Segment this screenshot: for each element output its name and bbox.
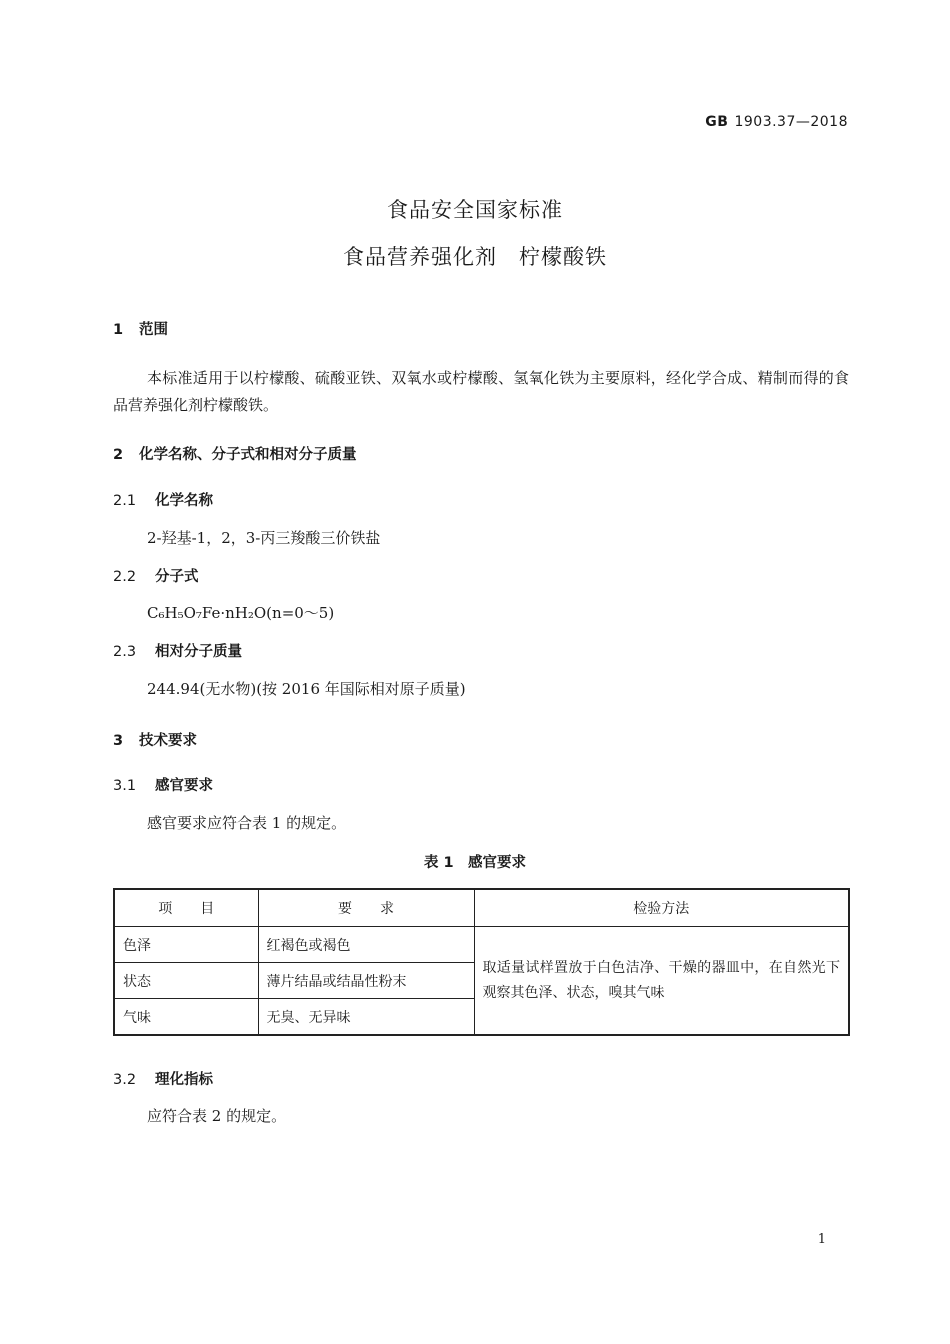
section-3-1-heading [113, 774, 213, 795]
section-3-heading [113, 729, 197, 750]
molecular-formula: C₆H₅O₇Fe·nH₂O(n=0～5) [147, 604, 335, 622]
section-3-2-heading [113, 1068, 213, 1089]
section-number: 3 [113, 733, 124, 749]
section-title: 相对分子质量 [155, 644, 242, 660]
page-number: 1 [817, 1232, 826, 1247]
section-title: 化学名称 [155, 493, 213, 509]
row-requirement: 无臭、无异味 [258, 999, 474, 1036]
section-title: 范围 [139, 322, 168, 338]
section-number: 3.2 [113, 1072, 137, 1088]
section-number: 2 [113, 447, 124, 463]
test-method: 取适量试样置放于白色洁净、干燥的器皿中，在自然光下观察其色泽、状态，嗅其气味 [474, 927, 849, 1036]
section-title: 理化指标 [155, 1072, 213, 1088]
header-requirement: 要 求 [258, 889, 474, 927]
table-header-row [114, 889, 849, 927]
section-number: 1 [113, 322, 124, 338]
header-item: 项 目 [114, 889, 258, 927]
document-subtitle: 食品营养强化剂 柠檬酸铁 [343, 245, 607, 269]
section-2-heading [113, 443, 357, 464]
row-requirement: 红褐色或褐色 [258, 927, 474, 963]
section-1-heading [113, 318, 168, 339]
table-row [114, 927, 849, 963]
section-number: 2.3 [113, 644, 137, 660]
section-number: 2.1 [113, 493, 137, 509]
standard-code: 1903.37—2018 [734, 114, 848, 130]
section-2-1-heading [113, 489, 213, 510]
section-title: 分子式 [155, 569, 199, 585]
molecular-mass: 244.94(无水物)(按 2016 年国际相对原子质量) [147, 680, 466, 698]
row-item: 状态 [114, 963, 258, 999]
section-3-2-body: 应符合表 2 的规定。 [147, 1107, 287, 1125]
section-3-1-body: 感官要求应符合表 1 的规定。 [147, 814, 347, 832]
header-test-method: 检验方法 [474, 889, 849, 927]
row-item: 气味 [114, 999, 258, 1036]
section-number: 2.2 [113, 569, 137, 585]
sensory-requirements-table [113, 888, 850, 1036]
section-1-body: 本标准适用于以柠檬酸、硫酸亚铁、双氧水或柠檬酸、氢氧化铁为主要原料，经化学合成、精制而得的食品营养强化剂柠檬酸铁。 [113, 369, 849, 414]
chemical-name: 2-羟基-1，2，3-丙三羧酸三价铁盐 [147, 529, 381, 547]
section-title: 感官要求 [155, 778, 213, 794]
row-requirement: 薄片结晶或结晶性粉末 [258, 963, 474, 999]
standard-prefix: GB [705, 114, 729, 130]
section-title: 化学名称、分子式和相对分子质量 [139, 447, 357, 463]
row-item: 色泽 [114, 927, 258, 963]
section-title: 技术要求 [139, 733, 197, 749]
section-number: 3.1 [113, 778, 137, 794]
document-title: 食品安全国家标准 [387, 198, 563, 222]
section-2-3-heading [113, 640, 242, 661]
standard-number [705, 114, 848, 130]
table-1-caption: 表 1 感官要求 [423, 855, 527, 871]
section-2-2-heading [113, 565, 199, 586]
